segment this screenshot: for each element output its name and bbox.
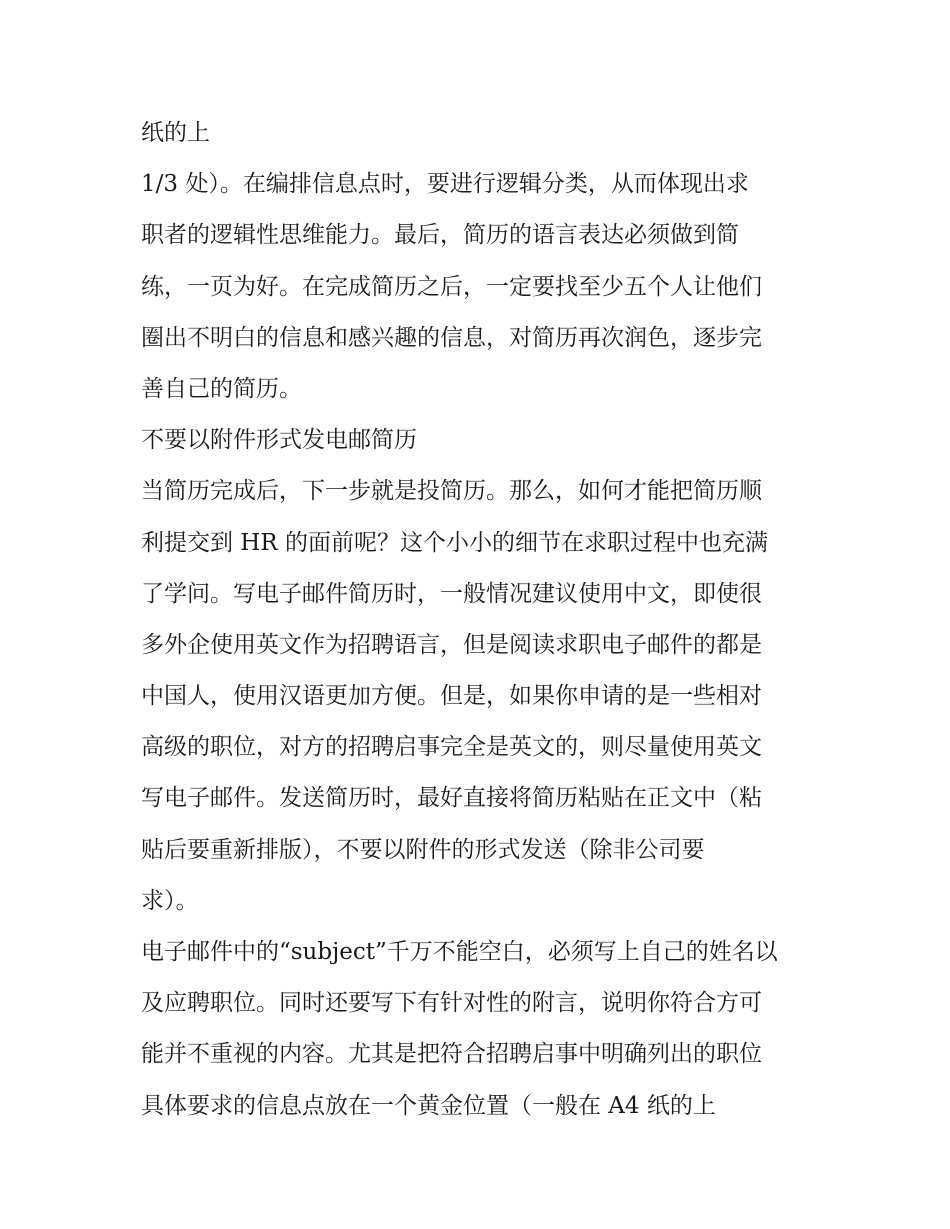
text-line: 中国人，使用汉语更加方便。但是，如果你申请的是一些相对 (141, 683, 762, 710)
text-line: 职者的逻辑性思维能力。最后，简历的语言表达必须做到简 (141, 222, 739, 249)
text-line: 了学问。写电子邮件简历时，一般情况建议使用中文，即使很 (141, 580, 762, 607)
text-line: 圈出不明白的信息和感兴趣的信息，对简历再次润色，逐步完 (141, 324, 762, 351)
text-line: 1/3 处）。在编排信息点时，要进行逻辑分类，从而体现出求 (141, 171, 749, 198)
text-line: 善自己的简历。 (141, 375, 302, 402)
text-line: 多外企使用英文作为招聘语言，但是阅读求职电子邮件的都是 (141, 631, 762, 658)
text-line: 写电子邮件。发送简历时，最好直接将简历粘贴在正文中（粘 (141, 785, 762, 812)
document-body (141, 108, 821, 1132)
text-line: 高级的职位，对方的招聘启事完全是英文的，则尽量使用英文 (141, 734, 762, 761)
text-line: 当简历完成后，下一步就是投简历。那么，如何才能把简历顺 (141, 478, 762, 505)
text-line: 纸的上 (141, 120, 210, 146)
text-line: 贴后要重新排版），不要以附件的形式发送（除非公司要 (141, 836, 705, 863)
text-line: 电子邮件中的“subject”千万不能空白，必须写上自己的姓名以 (141, 939, 778, 965)
text-line: 练，一页为好。在完成简历之后，一定要找至少五个人让他们 (141, 273, 762, 300)
text-line: 具体要求的信息点放在一个黄金位置（一般在 A4 纸的上 (141, 1092, 716, 1119)
text-line: 及应聘职位。同时还要写下有针对性的附言，说明你符合方可 (141, 990, 762, 1017)
section-heading: 不要以附件形式发电邮简历 (141, 427, 417, 454)
text-line: 求）。 (141, 887, 199, 914)
text-line: 利提交到 HR 的面前呢？这个小小的细节在求职过程中也充满 (141, 529, 768, 556)
text-line: 能并不重视的内容。尤其是把符合招聘启事中明确列出的职位 (141, 1041, 762, 1068)
